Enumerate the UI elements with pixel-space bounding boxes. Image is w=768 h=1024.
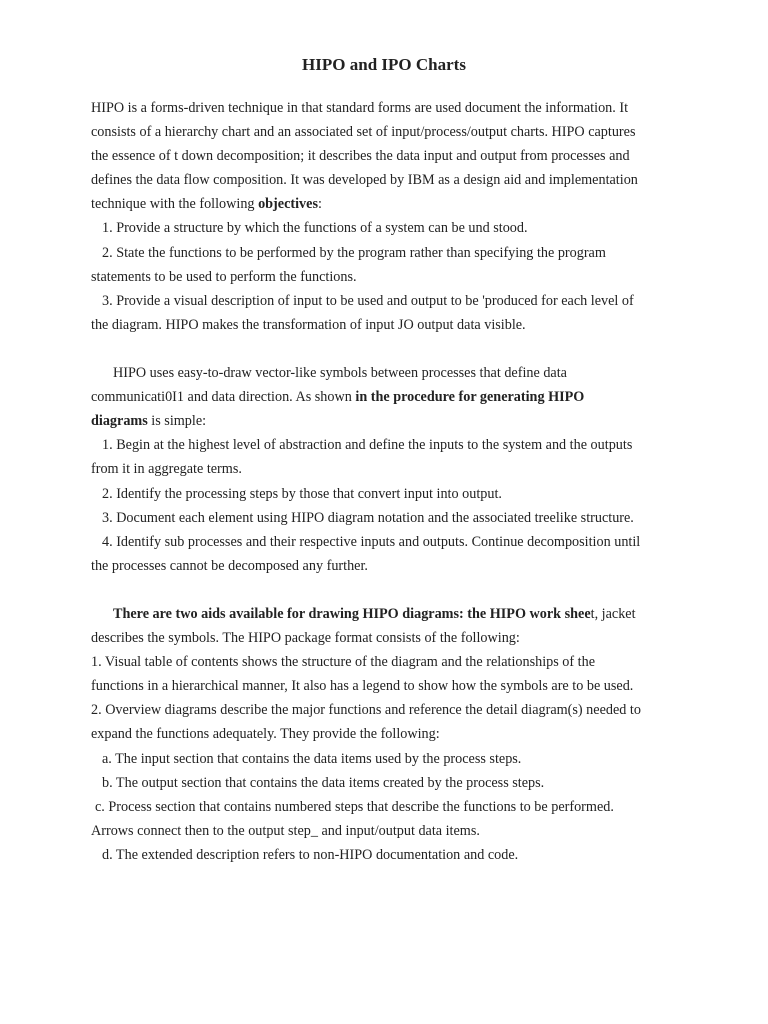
text-span: : [317,196,322,213]
list-item-continuation: the diagram. HIPO makes the transformation of input JO output data visible. [91,316,526,333]
paragraph-line: consists of a hierarchy chart and an associated set of input/process/output charts. HIPO captures [91,124,636,141]
text-span: technique with the following [91,196,259,213]
list-item: 1. Visual table of contents shows the structure of the diagram and the relationships of the [91,654,595,671]
list-item: 2. Identify the processing steps by those that convert input into output. [102,485,502,502]
list-item: 4. Identify sub processes and their respective inputs and outputs. Continue decomposition until [102,533,641,550]
paragraph-gap [91,578,691,602]
sub-list-item: b. The output section that contains the data items created by the process steps. [102,774,545,791]
paragraph-line [91,385,691,409]
text-span: communicati0I1 and data direction. As shown [91,389,356,406]
list-item: 3. Document each element using HIPO diagram notation and the associated treelike structure. [102,509,634,526]
bold-text: There are two aids available for drawing HIPO diagrams: the HIPO work shee [113,605,591,622]
bold-text: diagrams [91,413,148,430]
document-title: HIPO and IPO Charts [302,55,466,74]
sub-list-item: d. The extended description refers to non-HIPO documentation and code. [102,846,519,863]
list-item-continuation: statements to be used to perform the functions. [91,268,357,285]
paragraph-line: HIPO is a forms-driven technique in that standard forms are used document the information. It [91,100,629,116]
document-body [91,96,691,867]
sub-list-item-continuation: Arrows connect then to the output step_ and input/output data items. [91,822,480,839]
list-item: 1. Begin at the highest level of abstraction and define the inputs to the system and the outputs [102,437,633,454]
list-item: 2. Overview diagrams describe the major functions and reference the detail diagram(s) needed to [91,702,641,719]
list-item-continuation: the processes cannot be decomposed any further. [91,557,368,574]
bold-text: in the procedure for generating HIPO [355,389,585,406]
paragraph-line: HIPO uses easy-to-draw vector-like symbols between processes that define data [113,365,567,382]
paragraph-line [91,602,691,626]
text-span: t, jacket [590,605,636,622]
paragraph-line [91,409,691,433]
paragraph-line: the essence of t down decomposition; it describes the data input and output from processes and [91,148,630,165]
bold-text: objectives [258,196,318,213]
sub-list-item: a. The input section that contains the data items used by the process steps. [102,750,522,767]
text-span: is simple: [147,413,207,430]
paragraph-line [91,192,691,216]
list-item: 1. Provide a structure by which the functions of a system can be und stood. [102,220,528,237]
sub-list-item: c. Process section that contains numbered steps that describe the functions to be performed. [95,798,614,815]
list-item-continuation: expand the functions adequately. They provide the following: [91,726,440,743]
list-item: 3. Provide a visual description of input to be used and output to be 'produced for each level of [102,292,634,309]
list-item: 2. State the functions to be performed by the program rather than specifying the program [102,244,606,261]
paragraph-line: defines the data flow composition. It was developed by IBM as a design aid and implementation [91,172,638,189]
list-item-continuation: from it in aggregate terms. [91,461,242,478]
list-item-continuation: functions in a hierarchical manner, It also has a legend to show how the symbols are to be used. [91,678,634,695]
paragraph-gap [91,337,691,361]
paragraph-line: describes the symbols. The HIPO package format consists of the following: [91,630,520,647]
